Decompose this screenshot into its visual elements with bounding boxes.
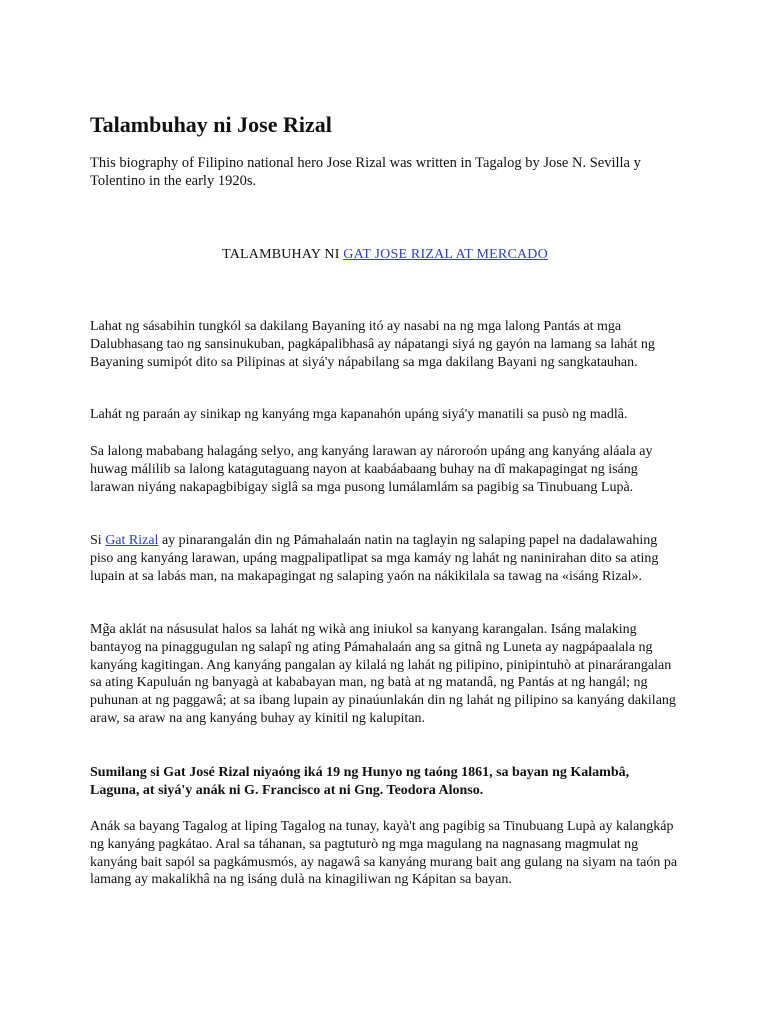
paragraph-2: Lahát ng paraán ay sinikap ng kanyáng mga kapanahón upáng siyá'y manatili sa pusò ng madlâ. xyxy=(90,407,628,422)
paragraph-4 xyxy=(90,532,680,585)
gat-rizal-link[interactable]: Gat Rizal xyxy=(105,533,159,548)
biography-heading xyxy=(90,246,680,264)
paragraph-5: Mg̃a aklát na násusulat halos sa lahát ng wikà ang iniukol sa kanyang karangalan. Isáng malaking bantayog na pinaggugulan ng salapî ng ating Pámahalaán ang sa gitnâ ng Luneta ay nagpápaalala ng kanyáng kagitingan. Ang kanyáng pangalan ay kilalá ng lahát ng pilipino, pinipintuhò at pinarárangalan sa ating Kapuluán ng banyagà at kababayan man, ng batà at ng matandâ, ng Pantás at ng hangál; ng puhunan at ng paggawâ; at sa ibang lupain ay pinaúunlakán din ng lahát ng pilipino sa kanyáng dakilang araw, sa araw na ang kanyáng buhay ay kinitil ng kalupitan. xyxy=(90,622,676,726)
intro-paragraph: This biography of Filipino national hero Jose Rizal was written in Tagalog by Jose N. Sevilla y Tolentino in the early 1920s. xyxy=(90,155,641,189)
birth-paragraph: Sumilang si Gat José Rizal niyaóng iká 19 ng Hunyo ng taóng 1861, sa bayan ng Kalambâ, Laguna, at siyá'y anák ni G. Francisco at ni Gng. Teodora Alonso. xyxy=(90,765,630,798)
biography-heading-prefix: TALAMBUHAY NI xyxy=(222,247,344,262)
paragraph-4-prefix: Si xyxy=(90,533,106,548)
page-title: Talambuhay ni Jose Rizal xyxy=(90,112,332,137)
paragraph-7: Anák sa bayang Tagalog at liping Tagalog na tunay, kayà't ang pagibig sa Tinubuang Lupà ay kalangkáp ng kanyáng pagkátao. Aral sa táhanan, sa pagtuturò ng mga magulang na nagnasang magmulat ng kanyáng bait sapól sa pagkámusmós, ay nagawâ sa kanyáng murang bait ang gulang na siyam na taón pa lamang ay makalikhâ na ng isáng dulà na kinagiliwan ng Kápitan sa bayan. xyxy=(90,819,678,888)
paragraph-3: Sa lalong mababang halagáng selyo, ang kanyáng larawan ay nároroón upáng ang kanyáng aláala ay huwag málilib sa lalong katagutaguang nayon at kaabáabaang buhay na dî makapagingat ng isáng larawan niyáng nakapagbibigay siglâ sa mga pusong lumálamlám sa pagibig sa Tinubuang Lupà. xyxy=(90,444,653,495)
rizal-name-link[interactable]: GAT JOSE RIZAL AT MERCADO xyxy=(343,247,548,262)
paragraph-4-text: ay pinarangalán din ng Pámahalaán natin na taglayin ng salaping papel na dadalawahing piso ang kanyáng larawan, upáng magpalipatlipat sa mga kamáy ng lahát ng naninirahan dito sa ating lupain at sa labás man, na makapagingat ng salaping yaón na nákikilala sa tawag na «isáng Rizal». xyxy=(90,533,659,584)
paragraph-1: Lahat ng sásabihin tungkól sa dakilang Bayaning itó ay nasabi na ng mga lalong Pantás at mga Dalubhasang tao ng sansinukuban, pagkápalibhasâ ay nápatangi siyá ng gayón na lamang sa lahát ng Bayaning sumipót dito sa Pilipinas at siyá'y nápabilang sa mga dakilang Bayani ng sangkatauhan. xyxy=(90,319,655,370)
